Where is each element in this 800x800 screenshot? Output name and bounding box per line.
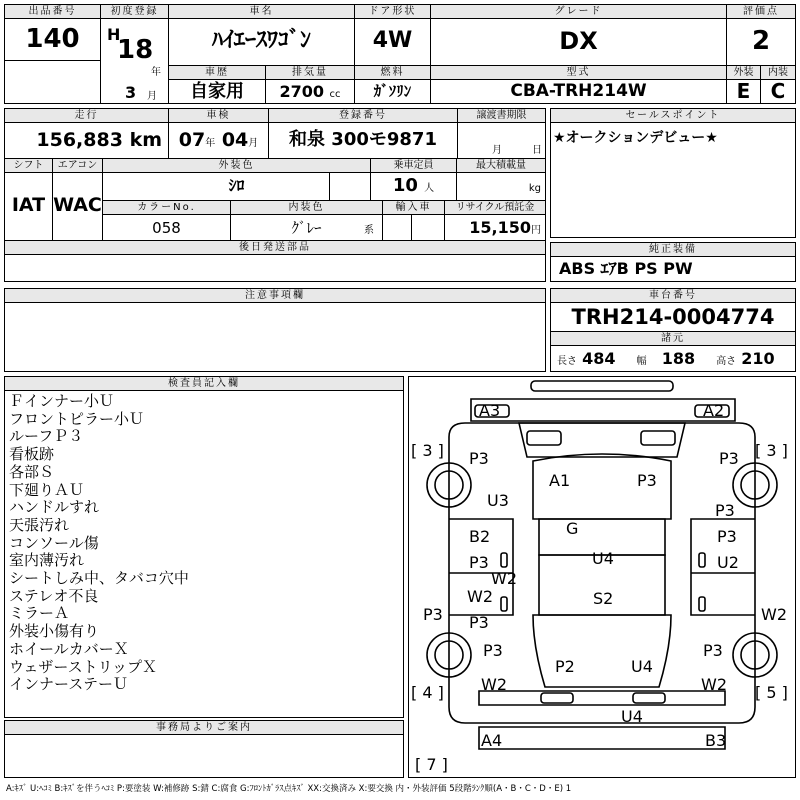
history-value: 自家用 xyxy=(190,81,244,102)
max-load-unit: kg xyxy=(528,183,541,194)
first-reg-year-unit: 年 xyxy=(151,67,161,78)
grade-value: DX xyxy=(559,27,598,55)
equipment-box xyxy=(550,242,796,282)
displacement-row xyxy=(266,80,354,106)
inspection-month: 04 xyxy=(221,129,249,151)
plate-value: 和泉 300モ9871 xyxy=(289,129,437,150)
office-box xyxy=(4,720,404,778)
color-no-header: カラーNo. xyxy=(103,201,230,215)
bracket-front-left: [ 3 ] xyxy=(411,441,444,460)
lot-number: 140 xyxy=(25,24,80,54)
plate-cell xyxy=(269,109,458,159)
car-name-header: 車名 xyxy=(169,5,354,19)
inspector-note: 各部Ｓ xyxy=(9,462,55,481)
inspector-note: 天張汚れ xyxy=(9,515,70,534)
inspector-note: ステレオ不良 xyxy=(9,586,99,605)
damage-label: W2 xyxy=(491,569,517,588)
inspector-note: ホイールカバーＸ xyxy=(9,639,129,658)
model-header: 型式 xyxy=(431,66,726,80)
caution-header: 注意事項欄 xyxy=(5,289,545,303)
score-header: 評価点 xyxy=(727,5,795,19)
damage-label: W2 xyxy=(467,587,493,606)
specs-row xyxy=(551,346,795,375)
inspector-box xyxy=(4,376,404,718)
damage-label: P3 xyxy=(717,527,737,546)
inspector-note: 室内薄汚れ xyxy=(9,551,85,570)
recycle-header: リサイクル預託金 xyxy=(445,201,545,215)
capacity-unit: 人 xyxy=(424,183,435,194)
damage-label: A3 xyxy=(479,401,501,420)
fuel-value: ｶﾞｿﾘﾝ xyxy=(373,82,412,100)
mileage-header: 走行 xyxy=(5,109,168,123)
exterior-grade-value: E xyxy=(736,79,751,103)
car-name-cell xyxy=(169,5,355,66)
shift-value: IAT xyxy=(11,194,46,216)
mileage-row xyxy=(5,123,168,157)
aircon-value: WAC xyxy=(53,194,102,216)
later-parts-header: 後日発送部品 xyxy=(5,241,545,255)
first-reg-cell xyxy=(101,5,169,103)
grade-header: グレード xyxy=(431,5,726,19)
inspector-note: 外装小傷有り xyxy=(9,622,100,641)
sales-point-text: ★オークションデビュー★ xyxy=(553,130,718,146)
rear-window xyxy=(533,615,671,687)
grade-cell xyxy=(431,5,727,66)
first-reg-era: H xyxy=(107,25,121,44)
sales-point-header: セールスポイント xyxy=(551,109,795,123)
displacement-cell xyxy=(266,66,355,103)
transfer-deadline-header: 譲渡書期限 xyxy=(458,109,545,123)
damage-label: B2 xyxy=(469,527,491,546)
damage-label: U4 xyxy=(631,657,653,676)
damage-label: A1 xyxy=(549,471,571,490)
recycle-row xyxy=(445,215,545,244)
score-cell xyxy=(727,5,795,66)
lot-header: 出品番号 xyxy=(5,5,100,19)
inspector-note: シートしみ中、タバコ穴中 xyxy=(9,569,189,588)
doors-cell xyxy=(355,5,431,66)
first-reg-year: 18 xyxy=(117,35,154,65)
damage-label: A4 xyxy=(481,731,503,750)
inspector-note: 下廻りＡＵ xyxy=(9,480,85,499)
capacity-header: 乗車定員 xyxy=(371,159,456,173)
score-value: 2 xyxy=(751,26,771,56)
equipment-value: ABS ｴｱB PS PW xyxy=(559,259,693,278)
bracket-rear-left: [ 4 ] xyxy=(411,683,444,702)
exterior-grade-header: 外装 xyxy=(727,66,760,80)
ext-color-cell xyxy=(103,159,371,201)
doors-header: ドア形状 xyxy=(355,5,430,19)
detail-block xyxy=(4,108,546,282)
inspector-note: ウェザーストリップＸ xyxy=(9,657,158,676)
inspection-cell xyxy=(169,109,269,159)
damage-label: P3 xyxy=(483,641,503,660)
max-load-header: 最大積載量 xyxy=(457,159,545,173)
sales-point-box xyxy=(550,108,796,238)
damage-label: G xyxy=(566,519,579,538)
int-color-header: 内装色 xyxy=(231,201,382,215)
inspector-note: 看板跡 xyxy=(9,445,55,464)
int-color-value: ｸﾞﾚｰ xyxy=(291,219,322,237)
damage-label: P3 xyxy=(469,613,489,632)
color-no-cell xyxy=(103,201,231,241)
model-value: CBA-TRH214W xyxy=(510,81,647,101)
plate-header: 登録番号 xyxy=(269,109,457,123)
top-block xyxy=(4,4,796,104)
first-reg-month: 3 xyxy=(125,83,137,102)
damage-label: B3 xyxy=(705,731,727,750)
mileage-cell xyxy=(5,109,169,159)
windshield-left xyxy=(527,431,561,445)
displacement-unit: cc xyxy=(329,89,341,100)
inspector-notes xyxy=(5,391,403,696)
rear-panel xyxy=(479,691,725,705)
damage-label: P3 xyxy=(469,553,489,572)
import-cell xyxy=(383,201,445,241)
recycle-value: 15,150 xyxy=(469,218,531,237)
max-load-cell xyxy=(457,159,545,201)
capacity-value: 10 xyxy=(392,175,418,196)
mileage-value: 156,883 xyxy=(36,129,123,151)
recycle-cell xyxy=(445,201,545,241)
damage-label: A2 xyxy=(703,401,725,420)
right-handle xyxy=(699,553,705,567)
height-label: 高さ xyxy=(716,356,737,367)
bracket-rear-center: [ 7 ] xyxy=(415,755,448,774)
chassis-value: TRH214-0004774 xyxy=(551,303,795,332)
damage-label: U4 xyxy=(621,707,643,726)
interior-grade-cell xyxy=(761,66,795,103)
damage-label: P3 xyxy=(423,605,443,624)
aircon-header: エアコン xyxy=(53,159,102,173)
bracket-rear-right: [ 5 ] xyxy=(755,683,788,702)
interior-grade-value: C xyxy=(770,79,786,103)
int-color-unit: 系 xyxy=(364,225,374,236)
bracket-front-right: [ 3 ] xyxy=(755,441,788,460)
car-diagram-box xyxy=(408,376,796,778)
transfer-day-unit: 日 xyxy=(532,145,542,156)
office-header: 事務局よりご案内 xyxy=(5,721,403,735)
windshield-right xyxy=(641,431,675,445)
inspector-header: 検査員記入欄 xyxy=(5,377,403,391)
inspector-note: ルーフＰ３ xyxy=(9,427,84,446)
inspector-note: Ｆインナー小Ｕ xyxy=(9,392,115,410)
right-rear-handle xyxy=(699,597,705,611)
fuel-header: 燃料 xyxy=(355,66,430,80)
int-color-cell xyxy=(231,201,383,241)
chassis-header: 車台番号 xyxy=(551,289,795,303)
inspector-note: インナーステーＵ xyxy=(9,675,128,694)
import-header: 輸入車 xyxy=(383,201,444,215)
inspector-note: ハンドルすれ xyxy=(9,498,100,517)
later-parts-cell xyxy=(5,241,545,281)
width-label: 幅 xyxy=(636,356,647,367)
equipment-header: 純正装備 xyxy=(551,243,795,257)
displacement-header: 排気量 xyxy=(266,66,354,80)
ext-color-header: 外装色 xyxy=(103,159,370,173)
damage-label: P3 xyxy=(715,501,735,520)
rear-light-left xyxy=(541,693,573,703)
chassis-box xyxy=(550,288,796,372)
inspector-note: コンソール傷 xyxy=(9,533,99,552)
inspector-note: フロントピラー小Ｕ xyxy=(9,409,145,428)
lot-cell xyxy=(5,5,101,61)
legend: A:ｷｽﾞ U:ﾍｺﾐ B:ｷｽﾞを伴うﾍｺﾐ P:要塗装 W:補修跡 S:錆 C:腐食 G:ﾌﾛﾝﾄｶﾞﾗｽ点ｷｽﾞ XX:交換済み X:要交換 内・外装評価 5段階ﾗﾝｸ順(A・B・C・D・E) 1 xyxy=(6,784,572,794)
transfer-month-unit: 月 xyxy=(492,145,502,156)
damage-label: W2 xyxy=(761,605,787,624)
displacement-value: 2700 xyxy=(279,82,324,101)
fuel-cell xyxy=(355,66,431,103)
history-cell xyxy=(169,66,266,103)
front-bumper xyxy=(531,381,673,391)
capacity-row xyxy=(371,173,456,202)
damage-label: S2 xyxy=(593,589,614,608)
doors-value: 4W xyxy=(372,28,413,53)
inspector-note: ミラーＡ xyxy=(9,604,70,623)
damage-label: W2 xyxy=(481,675,507,694)
rear-bumper xyxy=(479,727,725,749)
shift-header: シフト xyxy=(5,159,52,173)
inspection-month-unit: 月 xyxy=(248,138,259,149)
ext-color-value: ｼﾛ xyxy=(228,176,245,195)
car-name-value: ﾊｲｴｰｽﾜｺﾞﾝ xyxy=(211,28,311,53)
recycle-unit: 円 xyxy=(531,225,541,236)
transfer-deadline-cell xyxy=(458,109,545,159)
exterior-grade-cell xyxy=(727,66,761,103)
length-label: 長さ xyxy=(557,356,577,367)
height-value: 210 xyxy=(741,349,775,368)
left-handle xyxy=(501,553,507,567)
damage-label: P3 xyxy=(637,471,657,490)
history-header: 車歴 xyxy=(169,66,265,80)
rear-light-right xyxy=(633,693,665,703)
width-value: 188 xyxy=(661,349,696,368)
inspection-year: 07 xyxy=(178,129,206,151)
left-rear-handle xyxy=(501,597,507,611)
damage-label: P2 xyxy=(555,657,575,676)
inspection-row xyxy=(169,123,268,161)
mileage-unit: km xyxy=(129,129,162,151)
damage-label: P3 xyxy=(703,641,723,660)
specs-header: 諸元 xyxy=(551,332,795,346)
inspection-year-unit: 年 xyxy=(205,138,216,149)
lot-empty xyxy=(5,61,101,103)
damage-label: P3 xyxy=(469,449,489,468)
model-cell xyxy=(431,66,727,103)
damage-label: U3 xyxy=(487,491,509,510)
damage-label: U4 xyxy=(592,549,614,568)
shift-cell xyxy=(5,159,53,241)
damage-label: W2 xyxy=(701,675,727,694)
capacity-cell xyxy=(371,159,457,201)
damage-label: P3 xyxy=(719,449,739,468)
damage-label: U2 xyxy=(717,553,739,572)
length-value: 484 xyxy=(582,349,616,368)
first-reg-header: 初度登録 xyxy=(101,5,168,19)
inspection-header: 車検 xyxy=(169,109,268,123)
car-diagram xyxy=(409,377,797,779)
interior-grade-header: 内装 xyxy=(761,66,795,80)
aircon-cell xyxy=(53,159,103,241)
first-reg-month-unit: 月 xyxy=(147,91,157,102)
caution-box xyxy=(4,288,546,372)
hood xyxy=(519,423,685,457)
color-no-value: 058 xyxy=(152,219,181,237)
